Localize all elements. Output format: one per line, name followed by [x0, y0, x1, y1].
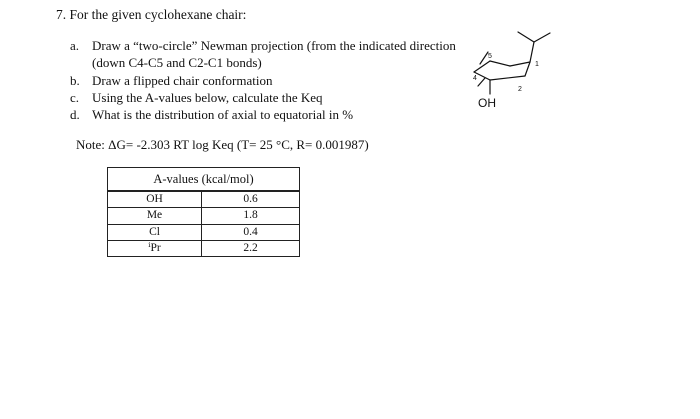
- atom-label: 1: [535, 61, 539, 68]
- isopropyl-bond: [518, 32, 534, 42]
- item-marker: d.: [70, 107, 80, 122]
- atom-label: 5: [488, 53, 492, 60]
- item-marker: a.: [70, 38, 80, 53]
- isopropyl-bond: [534, 33, 550, 42]
- table-cell-value: 2.2: [202, 240, 300, 256]
- ring-bond: [490, 61, 510, 66]
- item-marker: c.: [70, 90, 80, 105]
- item-text: Draw a flipped chair conformation: [92, 73, 273, 88]
- table-cell-group: OH: [108, 191, 202, 208]
- table-cell-group: ⁱPr: [108, 240, 202, 256]
- atom-label: 4: [473, 75, 477, 82]
- item-text: Using the A-values below, calculate the Keq: [92, 90, 323, 105]
- question-item-a-continuation: (down C4-C5 and C2-C1 bonds): [92, 55, 262, 70]
- item-text: What is the distribution of axial to equatorial in %: [92, 107, 354, 122]
- table-cell-value: 0.6: [202, 191, 300, 208]
- table-cell-group: Cl: [108, 224, 202, 240]
- table-cell-value: 1.8: [202, 208, 300, 224]
- ring-bond: [490, 76, 525, 80]
- atom-label: 2: [518, 86, 522, 93]
- question-title: 7. For the given cyclohexane chair:: [56, 7, 247, 22]
- isopropyl-bond: [530, 42, 534, 62]
- ring-bond: [474, 61, 490, 72]
- direction-arrow: [478, 78, 485, 86]
- ring-bond: [525, 62, 530, 76]
- item-text: Draw a “two-circle” Newman projection (from the indicated direction: [92, 38, 456, 53]
- direction-arrow: [480, 52, 488, 64]
- ring-bond: [510, 62, 530, 66]
- table-header: A-values (kcal/mol): [108, 168, 300, 192]
- item-marker: b.: [70, 73, 80, 88]
- table-cell-group: Me: [108, 208, 202, 224]
- note-equation: Note: ΔG= -2.303 RT log Keq (T= 25 °C, R= 0.001987): [76, 137, 369, 152]
- hydroxyl-label: OH: [478, 96, 496, 110]
- table-cell-value: 0.4: [202, 224, 300, 240]
